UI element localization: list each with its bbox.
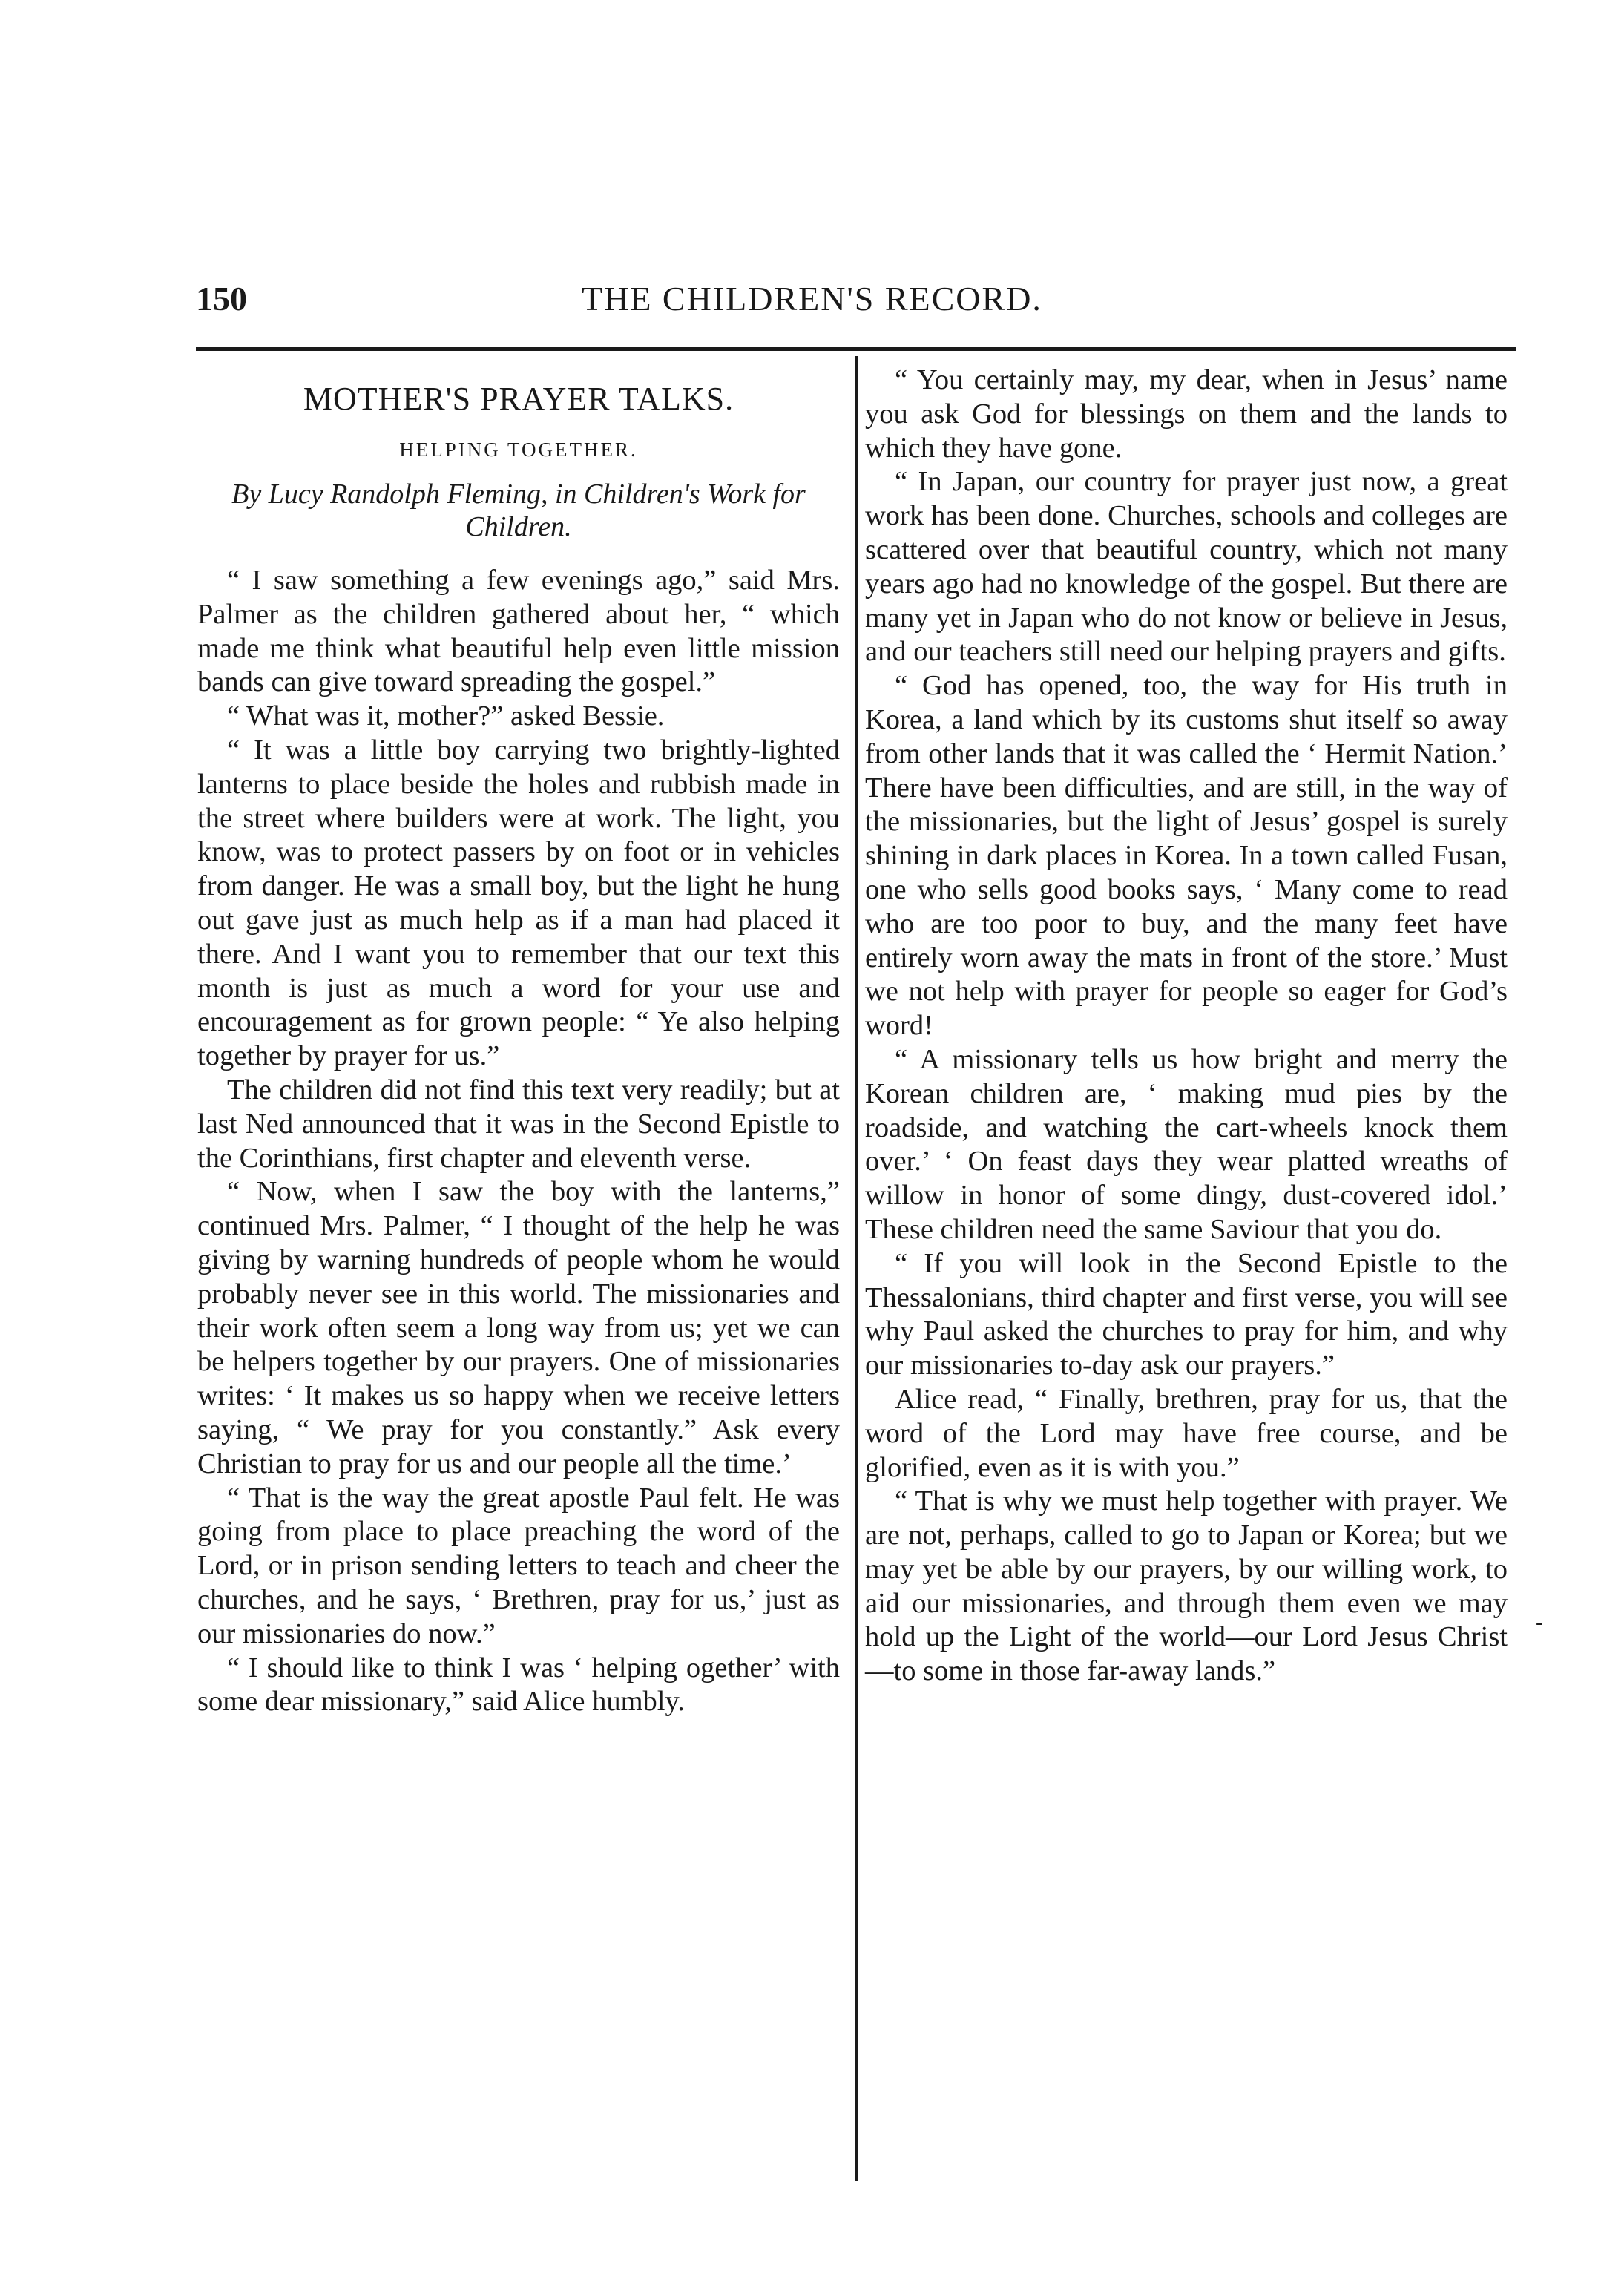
paragraph: “ I should like to think I was ‘ helping ogether’ with some dear missionary,” said Alice humbly. (197, 1652, 840, 1718)
paragraph: “ In Japan, our country for prayer just now, a great work has been done. Churches, schools and colleges are scattered over that beautiful country, which not many years ago had no knowledge of the gospel. But there are many yet in Japan who do not know or believe in Jesus, and our teachers still need our helping prayers and gifts. (865, 466, 1508, 668)
article-title: MOTHER'S PRAYER TALKS. (303, 381, 734, 417)
paragraph: “ Now, when I saw the boy with the lanterns,” continued Mrs. Palmer, “ I thought of the help he was giving by warning hundreds of people whom he would probably never see in this world. The missionaries and their work often seem a long way from us; yet we can be helpers together by our prayers. One of missionaries writes: ‘ It makes us so happy when we receive letters saying, “ We pray for you constantly.” Ask every Christian to pray for us and our people all the time.’ (197, 1176, 840, 1479)
paragraph: “ It was a little boy carrying two brightly-lighted lanterns to place beside the holes and rubbish made in the street where builders were at work. The light, you know, was to protect passers by on foot or in vehicles from danger. He was a small boy, but the light he hung out gave just as much help as if a man had placed it there. And I want you to remember that our text this month is just as much a word for your use and encouragement as for grown people: “ Ye also helping together by prayer for us.” (197, 734, 840, 1072)
page-number: 150 (196, 280, 247, 318)
article-subtitle: HELPING TOGETHER. (399, 438, 638, 461)
paragraph: “ If you will look in the Second Epistle to the Thessalonians, third chapter and first verse, you will see why Paul asked the churches to pray for him, and why our missionaries to-day ask our prayers.” (865, 1247, 1508, 1382)
paragraph: “ What was it, mother?” asked Bessie. (227, 700, 665, 732)
column-divider (855, 356, 858, 2181)
header-rule (196, 347, 1516, 351)
article-byline: By Lucy Randolph Fleming, in Children's Work for Children. (231, 479, 806, 542)
left-column (197, 364, 840, 1719)
paragraph: Alice read, “ Finally, brethren, pray for us, that the word of the Lord may have free course, and be glorified, even as it is with you.” (865, 1383, 1508, 1483)
paragraph: “ God has opened, too, the way for His truth in Korea, a land which by its customs shut itself so away from other lands that it was called the ‘ Hermit Nation.’ There have been difficulties, and are still, in the way of the missionaries, but the light of Jesus’ gospel is surely shining in dark places in Korea. In a town called Fusan, one who sells good books says, ‘ Many come to read who are too poor to buy, and the many feet have entirely worn away the mats in front of the store.’ Must we not help with prayer for people so eager for God’s word! (865, 670, 1508, 1042)
paragraph: “ That is the way the great apostle Paul felt. He was going from place to place preaching the word of the Lord, or in prison sending letters to teach and cheer the churches, and he says, ‘ Brethren, pray for us,’ just as our missionaries do now.” (197, 1482, 840, 1649)
running-head: THE CHILDREN'S RECORD. (582, 280, 1042, 318)
paragraph: “ I saw something a few evenings ago,” said Mrs. Palmer as the children gathered about her, “ which made me think what beautiful help even little mission bands can give toward spreading the gospel.” (197, 565, 840, 698)
paragraph: “ That is why we must help together with prayer. We are not, perhaps, called to go to Japan or Korea; but we may yet be able by our prayers, by our willing work, to aid our missionaries, and through them even we may hold up the Light of the world—our Lord Jesus Christ—to some in those far-away lands.” (865, 1485, 1508, 1687)
page-header (196, 279, 1516, 331)
paragraph: “ You certainly may, my dear, when in Jesus’ name you ask God for blessings on them and the lands to which they have gone. (865, 364, 1508, 464)
right-column (865, 364, 1508, 1689)
margin-mark: - (1536, 1610, 1543, 1635)
paragraph: The children did not find this text very readily; but at last Ned announced that it was in the Second Epistle to the Corinthians, first chapter and eleventh verse. (197, 1074, 840, 1174)
paragraph: “ A missionary tells us how bright and merry the Korean children are, ‘ making mud pies by the roadside, and watching the cart-wheels knock them over.’ ‘ On feast days they wear platted wreaths of willow in honor of some dingy, dust-covered idol.’ These children need the same Saviour that you do. (865, 1043, 1508, 1245)
